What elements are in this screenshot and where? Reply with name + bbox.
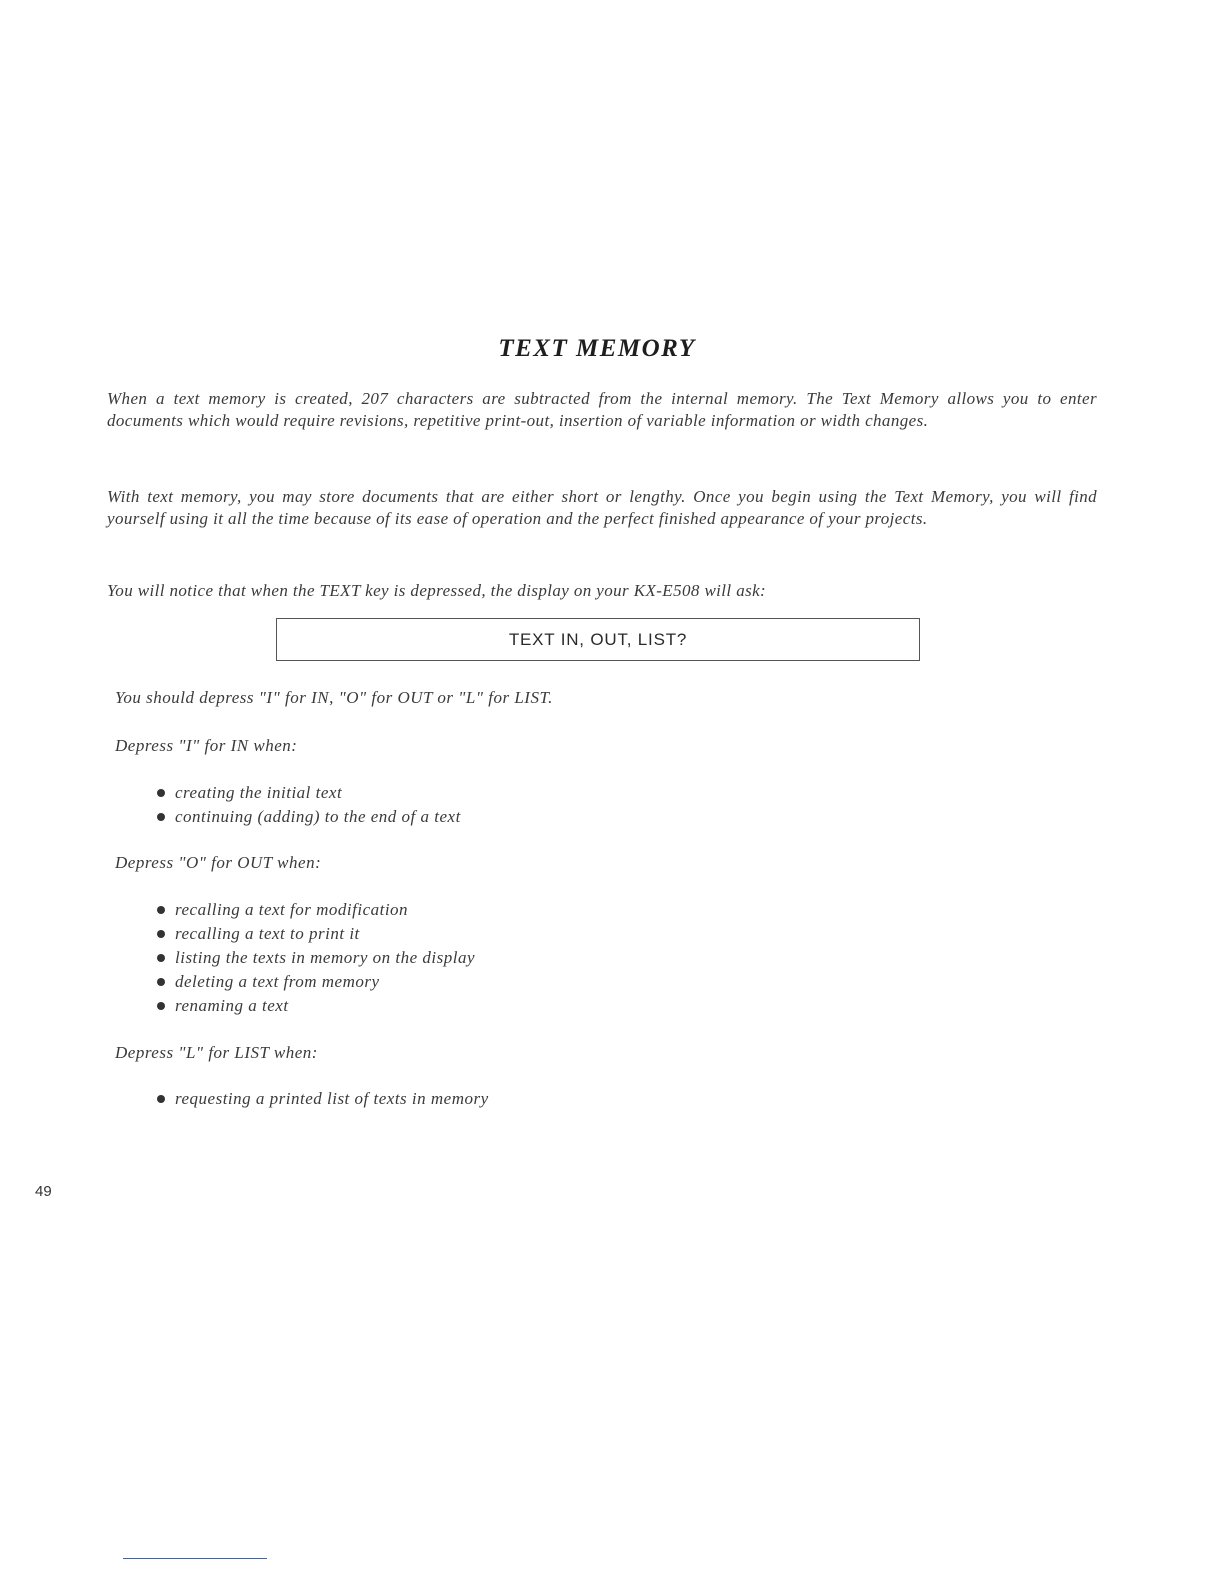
list-item: listing the texts in memory on the display (157, 946, 475, 970)
bullet-icon (157, 1095, 165, 1103)
footer-divider (123, 1558, 267, 1559)
list-item: requesting a printed list of texts in memory (157, 1087, 489, 1111)
bullet-list-out (157, 898, 475, 1018)
display-notice-paragraph: You will notice that when the TEXT key is depressed, the display on your KX-E508 will ask: (107, 581, 767, 600)
list-item: recalling a text for modification (157, 898, 475, 922)
display-prompt-box (276, 618, 920, 661)
display-prompt-text: TEXT IN, OUT, LIST? (508, 629, 688, 649)
usage-paragraph: With text memory, you may store documents that are either short or lengthy. Once you begin using the Text Memory, you will find yourself using it all the time because of its ease of operation and the perfect finished appearance of your projects. (107, 487, 1097, 528)
list-item: continuing (adding) to the end of a text (157, 805, 461, 829)
list-item: recalling a text to print it (157, 922, 475, 946)
section-heading-list: Depress "L" for LIST when: (115, 1043, 318, 1062)
bullet-icon (157, 813, 165, 821)
page-number: 49 (35, 1183, 52, 1200)
intro-paragraph: When a text memory is created, 207 characters are subtracted from the internal memory. The Text Memory allows you to enter documents which would require revisions, repetitive print-out, insertion of variable information or width changes. (107, 389, 1097, 430)
bullet-icon (157, 954, 165, 962)
list-item: renaming a text (157, 994, 475, 1018)
list-item: creating the initial text (157, 781, 461, 805)
bullet-icon (157, 906, 165, 914)
bullet-list-list (157, 1087, 489, 1111)
bullet-icon (157, 978, 165, 986)
page-title: TEXT MEMORY (498, 335, 696, 362)
section-heading-in: Depress "I" for IN when: (115, 736, 298, 755)
bullet-icon (157, 930, 165, 938)
key-instruction: You should depress "I" for IN, "O" for OUT or "L" for LIST. (115, 688, 553, 707)
bullet-list-in (157, 781, 461, 829)
list-item: deleting a text from memory (157, 970, 475, 994)
bullet-icon (157, 1002, 165, 1010)
bullet-icon (157, 789, 165, 797)
section-heading-out: Depress "O" for OUT when: (115, 853, 322, 872)
